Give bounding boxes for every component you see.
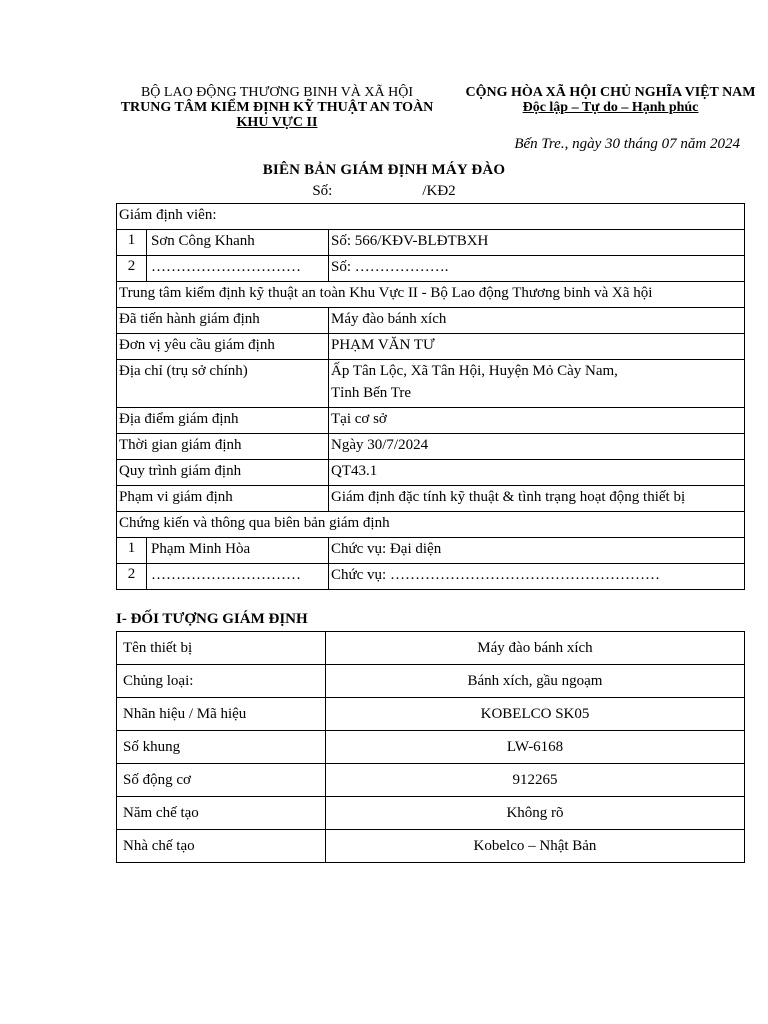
equipment-value: Máy đào bánh xích — [326, 632, 745, 665]
inspector-no: 1 — [117, 230, 147, 256]
inspector-no: 2 — [117, 256, 147, 282]
field-label: Quy trình giám định — [117, 460, 329, 486]
table-row — [117, 797, 745, 830]
equipment-label: Nhãn hiệu / Mã hiệu — [117, 698, 326, 731]
table-row — [117, 486, 745, 512]
witness-label: Chứng kiến và thông qua biên bản giám định — [117, 512, 745, 538]
witness-no: 1 — [117, 538, 147, 564]
equipment-value: Không rõ — [326, 797, 745, 830]
witness-role: Chức vụ: ……………………………………………… — [329, 564, 745, 590]
center-name: TRUNG TÂM KIỂM ĐỊNH KỸ THUẬT AN TOÀN — [120, 100, 434, 115]
equipment-value: LW-6168 — [326, 731, 745, 764]
inspector-cert: Số: 566/KĐV-BLĐTBXH — [329, 230, 745, 256]
ministry-name: BỘ LAO ĐỘNG THƯƠNG BINH VÀ XÃ HỘI — [140, 85, 414, 100]
document-number — [0, 183, 768, 200]
address-line-2: Tỉnh Bến Tre — [331, 385, 412, 401]
table-row — [117, 334, 745, 360]
region-name: KHU VỰC II — [236, 115, 318, 130]
field-value: Giám định đặc tính kỹ thuật & tình trạng hoạt động thiết bị — [329, 486, 745, 512]
table-row — [117, 632, 745, 665]
inspector-name: Sơn Công Khanh — [147, 230, 329, 256]
equipment-value: KOBELCO SK05 — [326, 698, 745, 731]
table-row — [117, 434, 745, 460]
witness-role: Chức vụ: Đại diện — [329, 538, 745, 564]
equipment-value: Bánh xích, gầu ngoạm — [326, 665, 745, 698]
number-prefix: Số: — [312, 183, 333, 199]
address-line-1: Ấp Tân Lộc, Xã Tân Hội, Huyện Mỏ Cày Nam, — [331, 363, 618, 379]
field-value: Tại cơ sở — [329, 408, 745, 434]
table-row — [117, 282, 745, 308]
field-label: Phạm vi giám định — [117, 486, 329, 512]
equipment-label: Nhà chế tạo — [117, 830, 326, 863]
field-label: Đã tiến hành giám định — [117, 308, 329, 334]
place-date: Bến Tre., ngày 30 tháng 07 năm 2024 — [514, 136, 740, 152]
address-value — [329, 360, 745, 408]
inspection-center: Trung tâm kiểm định kỹ thuật an toàn Khu Vực II - Bộ Lao động Thương binh và Xã hội — [117, 282, 745, 308]
equipment-label: Tên thiết bị — [117, 632, 326, 665]
field-label: Đơn vị yêu cầu giám định — [117, 334, 329, 360]
document-title: BIÊN BẢN GIÁM ĐỊNH MÁY ĐÀO — [262, 162, 506, 178]
field-value: QT43.1 — [329, 460, 745, 486]
country-name: CỘNG HÒA XÃ HỘI CHỦ NGHĨA VIỆT NAM — [465, 85, 756, 100]
equipment-value: Kobelco – Nhật Bản — [326, 830, 745, 863]
witness-name: ………………………… — [147, 564, 329, 590]
field-label: Địa chỉ (trụ sở chính) — [117, 360, 329, 408]
inspectors-label: Giám định viên: — [117, 204, 745, 230]
table-row — [117, 230, 745, 256]
inspection-info-table — [116, 203, 745, 590]
table-row — [117, 460, 745, 486]
table-row — [117, 408, 745, 434]
table-row — [117, 731, 745, 764]
table-row — [117, 308, 745, 334]
equipment-label: Năm chế tạo — [117, 797, 326, 830]
agency-header — [112, 85, 442, 130]
inspector-cert: Số: ………………. — [329, 256, 745, 282]
equipment-table — [116, 631, 745, 863]
table-row — [117, 204, 745, 230]
table-row — [117, 665, 745, 698]
national-header — [458, 85, 763, 115]
table-row — [117, 564, 745, 590]
field-value: PHẠM VĂN TƯ — [329, 334, 745, 360]
table-row — [117, 698, 745, 731]
equipment-label: Số động cơ — [117, 764, 326, 797]
witness-no: 2 — [117, 564, 147, 590]
witness-name: Phạm Minh Hòa — [147, 538, 329, 564]
field-label: Địa điểm giám định — [117, 408, 329, 434]
table-row — [117, 256, 745, 282]
field-value: Máy đào bánh xích — [329, 308, 745, 334]
national-motto: Độc lập – Tự do – Hạnh phúc — [522, 100, 699, 115]
section-title: I- ĐỐI TƯỢNG GIÁM ĐỊNH — [116, 611, 308, 627]
table-row — [117, 538, 745, 564]
table-row — [117, 830, 745, 863]
equipment-label: Số khung — [117, 731, 326, 764]
field-label: Thời gian giám định — [117, 434, 329, 460]
table-row — [117, 512, 745, 538]
field-value: Ngày 30/7/2024 — [329, 434, 745, 460]
number-suffix: /KĐ2 — [422, 183, 456, 199]
table-row — [117, 764, 745, 797]
equipment-value: 912265 — [326, 764, 745, 797]
inspector-name: ………………………… — [147, 256, 329, 282]
equipment-label: Chủng loại: — [117, 665, 326, 698]
table-row — [117, 360, 745, 408]
